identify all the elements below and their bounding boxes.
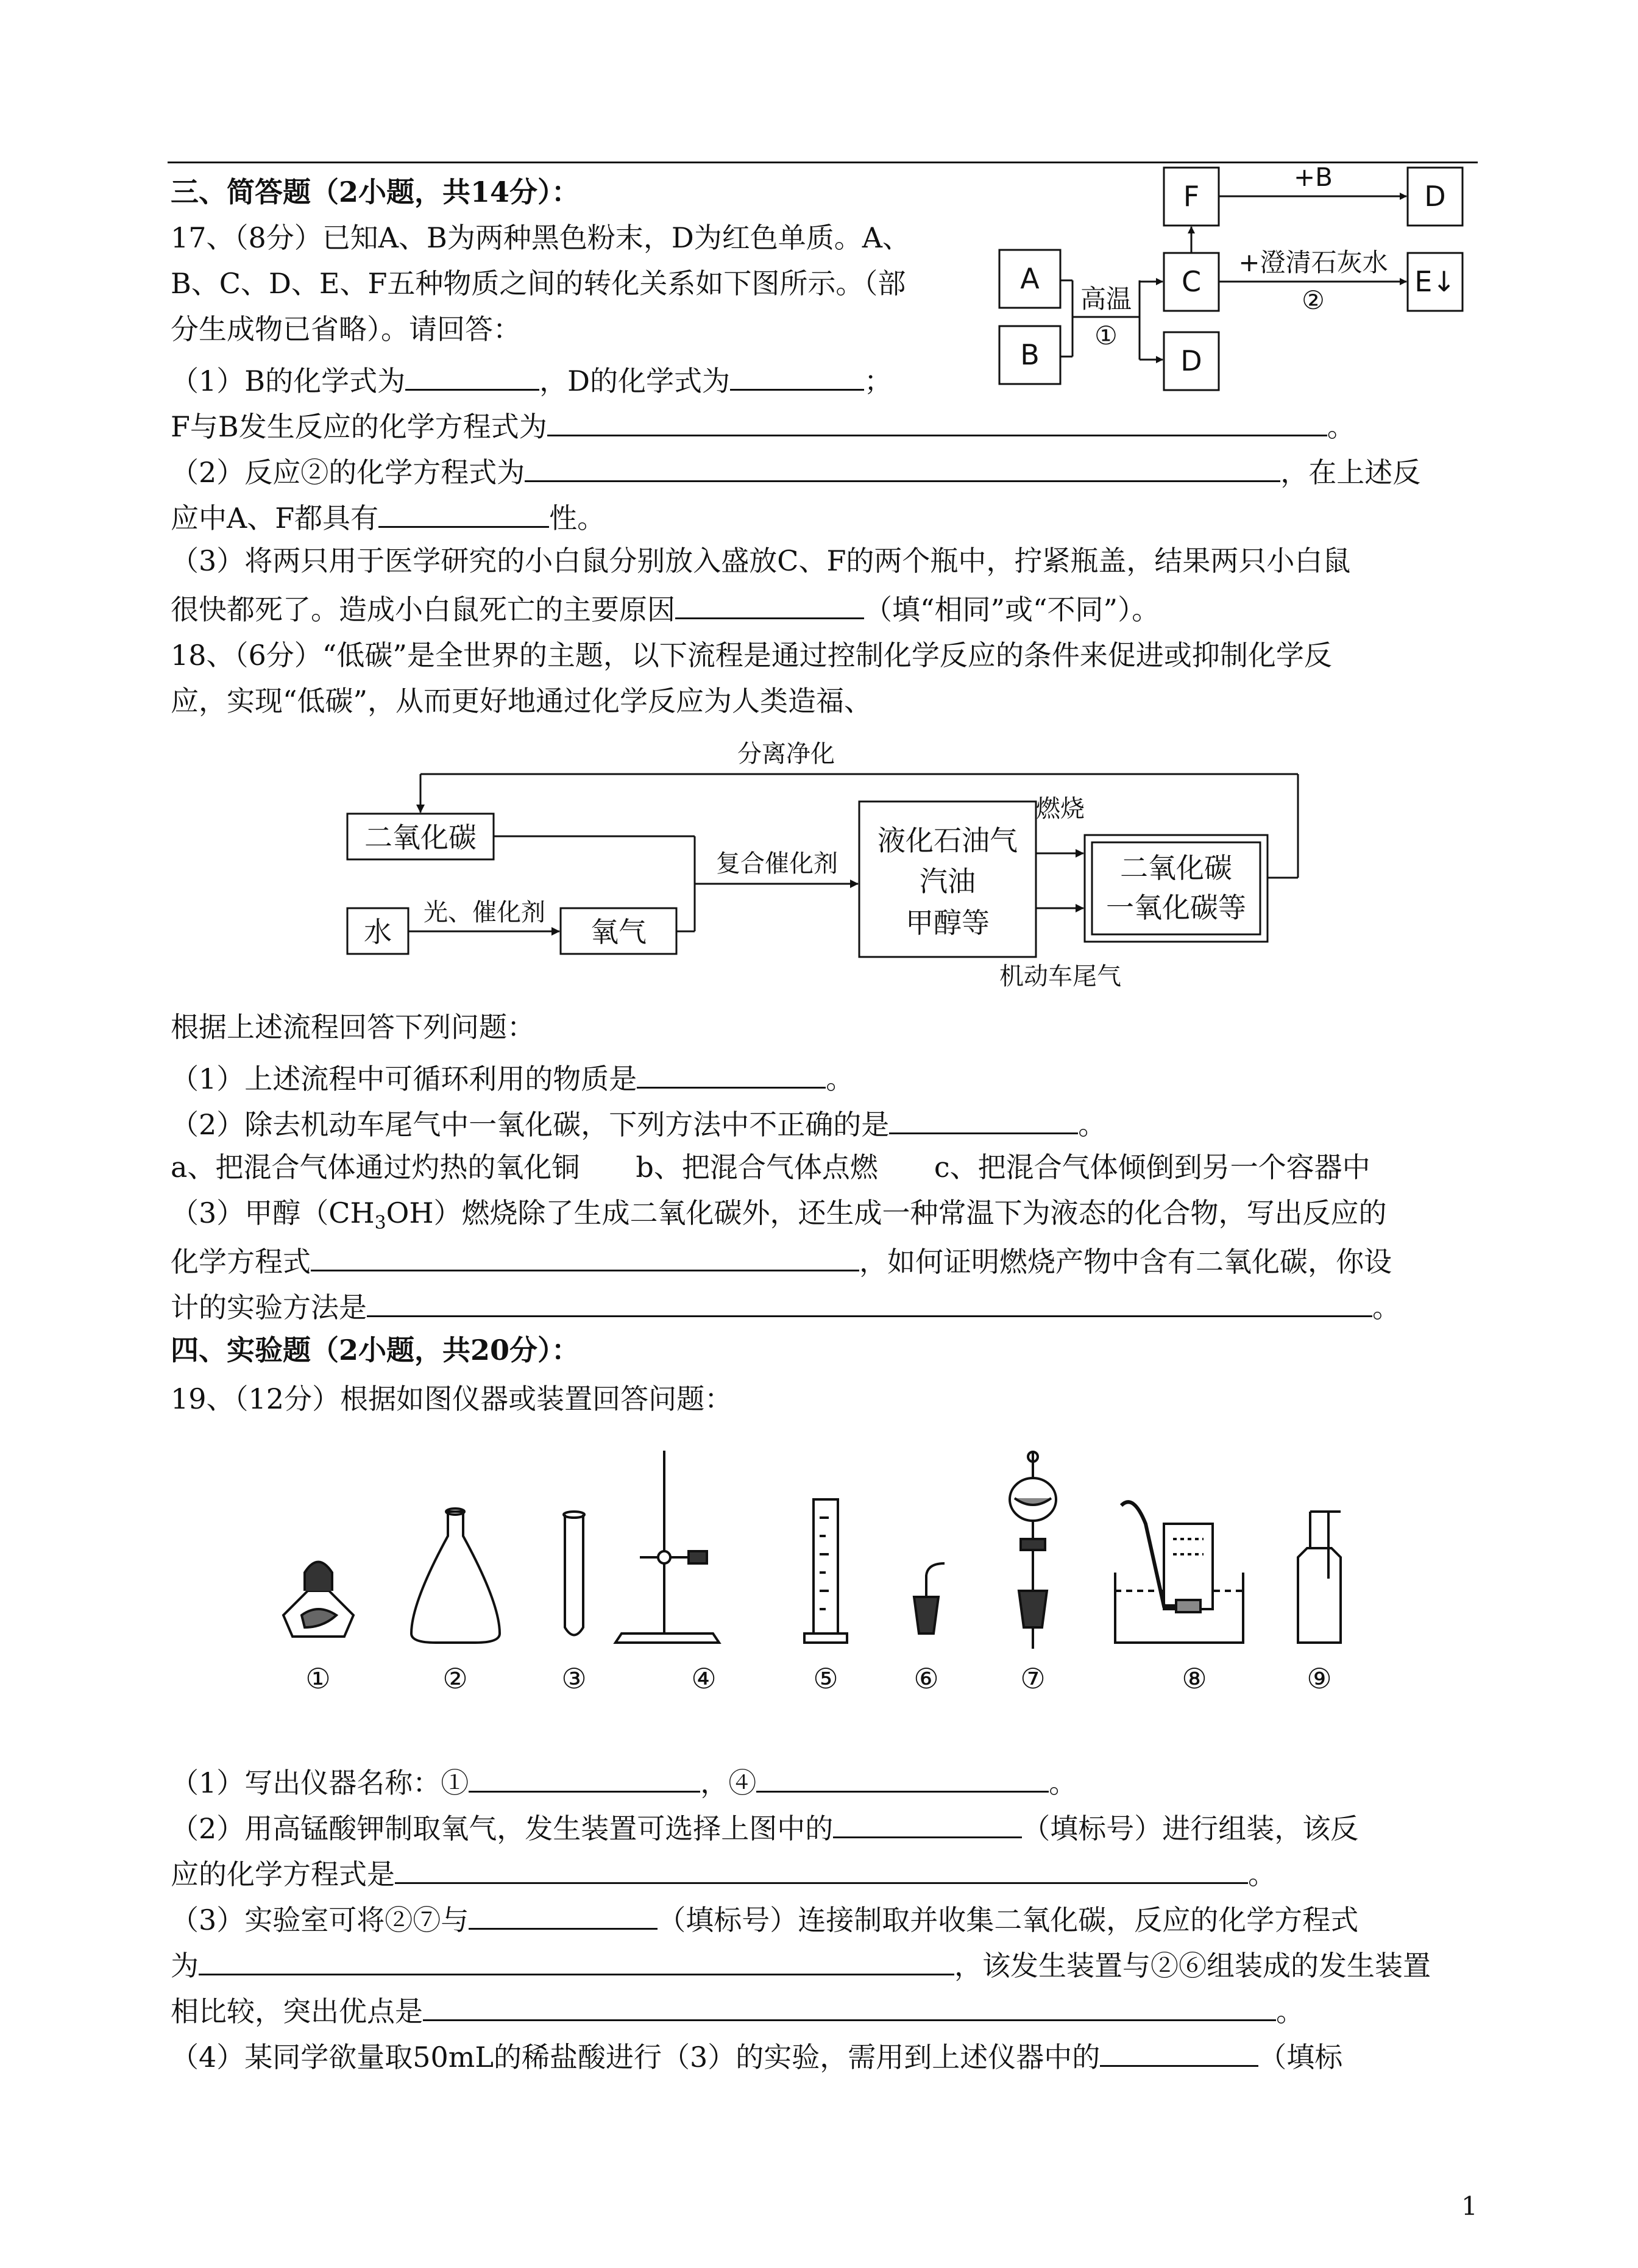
apparatus-label-6: ⑥ — [913, 1662, 939, 1695]
answer-blank-instrument-4[interactable] — [756, 1761, 1049, 1793]
q18-intro-1: 18、（6分）“低碳”是全世界的主题，以下流程是通过控制化学反应的条件来促进或抑制化学反 — [171, 639, 1332, 672]
label-limewater: +澄清石灰水 — [1238, 247, 1388, 277]
q19-p1-text-a: （1）写出仪器名称：① — [171, 1766, 469, 1799]
answer-blank-recycle[interactable] — [637, 1058, 826, 1089]
q18-p3-subscript: 3 — [374, 1212, 386, 1234]
q19-part2 — [171, 1807, 1358, 1847]
q17-reaction-diagram — [993, 162, 1475, 396]
q18-p3-text-b: OH）燃烧除了生成二氧化碳外，还生成一种常温下为液态的化合物，写出反应的 — [386, 1196, 1387, 1229]
q19-p2-text-d: 。 — [1248, 1858, 1276, 1891]
q19-p3-text-d: ，该发生装置与②⑥组装成的发生装置 — [954, 1949, 1431, 1982]
answer-blank-kmno4-equation[interactable] — [395, 1853, 1248, 1884]
apparatus-1-alcohol-lamp — [283, 1562, 353, 1637]
apparatus-3-test-tube — [564, 1512, 584, 1635]
flow-label-fuel-methanol: 甲醇等 — [906, 906, 990, 939]
q18-p1-text-a: （1）上述流程中可循环利用的物质是 — [171, 1062, 637, 1095]
q18-p3-text-c: 化学方程式 — [171, 1245, 311, 1278]
q19-part3 — [171, 1899, 1358, 1938]
apparatus-5-graduated-cylinder — [804, 1499, 847, 1643]
label-gaowen: 高温 — [1080, 284, 1132, 314]
answer-blank-co2-equation[interactable] — [199, 1944, 954, 1975]
q18-low-carbon-flow-diagram — [341, 731, 1316, 987]
apparatus-4-iron-stand — [615, 1451, 719, 1643]
q17-p2-text-d: 性。 — [549, 502, 606, 535]
q19-part2-equation — [171, 1853, 1276, 1893]
q19-p3-text-e: 相比较，突出优点是 — [171, 1995, 423, 2028]
q18-p2-text-b: 。 — [1078, 1108, 1107, 1141]
q19-intro: 19、（12分）根据如图仪器或装置回答问题： — [171, 1382, 733, 1415]
flow-label-oxygen: 氧气 — [590, 915, 647, 948]
apparatus-8-water-trough — [1115, 1502, 1243, 1643]
apparatus-6-stopper-tube — [914, 1563, 945, 1633]
q19-p3-text-a: （3）实验室可将②⑦与 — [171, 1904, 469, 1936]
label-a: A — [1020, 262, 1040, 295]
q18-p2-text-a: （2）除去机动车尾气中一氧化碳，下列方法中不正确的是 — [171, 1108, 890, 1141]
answer-blank-co2-apparatus[interactable] — [469, 1899, 658, 1930]
flow-label-exhaust: 机动车尾气 — [999, 962, 1121, 987]
q17-intro-1: 17、（8分）已知A、B为两种黑色粉末，D为红色单质。A、 — [171, 221, 910, 254]
q19-p1-text-c: 。 — [1049, 1766, 1077, 1799]
label-reaction-1: ① — [1094, 321, 1118, 350]
q19-p4-text-b: （填标 — [1258, 2041, 1343, 2074]
q18-part1 — [171, 1058, 854, 1097]
label-c: C — [1181, 265, 1202, 298]
answer-blank-measuring-instruments[interactable] — [1100, 2036, 1258, 2067]
q19-p3-text-b: （填标号）连接制取并收集二氧化碳，反应的化学方程式 — [658, 1904, 1359, 1936]
flow-label-water: 水 — [364, 915, 392, 948]
label-e: E↓ — [1414, 265, 1456, 298]
answer-blank-oxygen-apparatus[interactable] — [833, 1807, 1022, 1838]
q19-p3-text-c: 为 — [171, 1949, 199, 1982]
q17-part2 — [171, 451, 1420, 491]
apparatus-label-8: ⑧ — [1182, 1662, 1207, 1695]
apparatus-7-separatory-funnel — [1010, 1451, 1056, 1649]
q17-part1-equation — [171, 405, 1355, 445]
q18-part2 — [171, 1103, 1106, 1143]
q19-part3-advantage — [171, 1990, 1304, 2030]
q17-p2-text-a: （2）反应②的化学方程式为 — [171, 456, 525, 489]
label-d-top: D — [1424, 180, 1446, 213]
answer-blank-instrument-1[interactable] — [469, 1761, 700, 1793]
q19-p2-text-c: 应的化学方程式是 — [171, 1858, 395, 1891]
q18-p3-text-e: 计的实验方法是 — [171, 1291, 367, 1324]
answer-blank-incorrect-method[interactable] — [889, 1103, 1078, 1134]
q17-intro-2: B、C、D、E、F五种物质之间的转化关系如下图所示。（部 — [171, 267, 906, 300]
flow-label-product-co2: 二氧化碳 — [1120, 851, 1232, 884]
flow-label-burn: 燃烧 — [1036, 795, 1085, 823]
q17-p3-text-c: （填“相同”或“不同”）。 — [864, 593, 1160, 626]
q17-p1-text-c: ； — [863, 364, 892, 397]
label-b: B — [1020, 338, 1040, 371]
q17-part3-reason — [171, 588, 1160, 628]
answer-blank-property[interactable] — [378, 497, 549, 528]
q17-part2-property — [171, 497, 605, 536]
flow-label-fuel-gasoline: 汽油 — [920, 865, 976, 898]
apparatus-9-gas-bottle — [1298, 1512, 1341, 1643]
q17-p3-text-b: 很快都死了。造成小白鼠死亡的主要原因 — [171, 593, 675, 626]
q19-p2-text-a: （2）用高锰酸钾制取氧气，发生装置可选择上图中的 — [171, 1812, 834, 1845]
q17-p2-text-b: ，在上述反 — [1280, 456, 1421, 489]
q17-p2-text-c: 应中A、F都具有 — [171, 502, 379, 535]
apparatus-label-5: ⑤ — [813, 1662, 838, 1695]
answer-blank-advantage[interactable] — [423, 1990, 1276, 2021]
q19-part3-equation — [171, 1944, 1431, 1984]
q19-p2-text-b: （填标号）进行组装，该反 — [1022, 1812, 1359, 1845]
q19-p1-text-b: ，④ — [700, 1766, 757, 1799]
answer-blank-d-formula[interactable] — [730, 360, 864, 391]
q18-p1-text-b: 。 — [826, 1062, 854, 1095]
apparatus-2-conical-flask — [411, 1509, 500, 1643]
q18-part3-equation — [171, 1240, 1392, 1280]
answer-blank-methanol-equation[interactable] — [311, 1240, 859, 1271]
q18-p3-text-a: （3）甲醇（CH — [171, 1196, 375, 1229]
apparatus-label-9: ⑨ — [1306, 1662, 1332, 1695]
flow-label-product-co: 一氧化碳等 — [1106, 891, 1246, 924]
flow-label-light-catalyst: 光、催化剂 — [424, 898, 545, 926]
q18-p3-text-f: 。 — [1372, 1291, 1400, 1324]
flow-label-fuel-lpg: 液化石油气 — [878, 824, 1018, 857]
q18-part3 — [171, 1195, 1387, 1242]
section3-title: 三、简答题（2小题，共14分）： — [171, 176, 580, 208]
label-reaction-2: ② — [1302, 285, 1325, 315]
apparatus-label-4: ④ — [691, 1662, 717, 1695]
flow-label-co2: 二氧化碳 — [364, 821, 477, 854]
q17-part1 — [171, 360, 892, 399]
q18-p3-text-d: ，如何证明燃烧产物中含有二氧化碳，你设 — [859, 1245, 1392, 1278]
q18-options: a、把混合气体通过灼热的氧化铜 b、把混合气体点燃 c、把混合气体倾倒到另一个容器中 — [171, 1151, 1370, 1184]
q18-lead: 根据上述流程回答下列问题： — [171, 1011, 535, 1043]
section4-title: 四、实验题（2小题，共20分）： — [171, 1334, 580, 1367]
flow-label-composite-catalyst: 复合催化剂 — [716, 850, 838, 878]
label-f: F — [1183, 180, 1200, 213]
q17-intro-3: 分生成物已省略）。请回答： — [171, 313, 521, 346]
q17-part3: （3）将两只用于医学研究的小白鼠分别放入盛放C、F的两个瓶中，拧紧瓶盖，结果两只小白鼠 — [171, 544, 1351, 577]
q19-p4-text-a: （4）某同学欲量取50mL的稀盐酸进行（3）的实验，需用到上述仪器中的 — [171, 2041, 1101, 2074]
apparatus-label-2: ② — [442, 1662, 468, 1695]
q19-part4 — [171, 2036, 1342, 2075]
q17-p1-text-d: F与B发生反应的化学方程式为 — [171, 410, 547, 443]
q17-p1-text-a: （1）B的化学式为 — [171, 364, 406, 397]
answer-blank-experiment-method[interactable] — [367, 1286, 1372, 1317]
answer-blank-reaction2-equation[interactable] — [525, 451, 1280, 482]
q19-p3-text-f: 。 — [1276, 1995, 1304, 2028]
q19-apparatus-figure — [268, 1432, 1395, 1737]
answer-blank-reason[interactable] — [675, 588, 864, 619]
label-plus-b: +B — [1293, 162, 1333, 192]
q18-intro-2: 应，实现“低碳”，从而更好地通过化学反应为人类造福、 — [171, 684, 873, 717]
apparatus-label-3: ③ — [561, 1662, 587, 1695]
q17-p1-text-e: 。 — [1327, 410, 1355, 443]
label-d-bottom: D — [1180, 344, 1202, 377]
q19-part1 — [171, 1761, 1077, 1801]
q17-p1-text-b: ，D的化学式为 — [539, 364, 730, 397]
answer-blank-b-formula[interactable] — [405, 360, 539, 391]
q18-part3-method — [171, 1286, 1400, 1326]
apparatus-label-7: ⑦ — [1020, 1662, 1046, 1695]
page-number: 1 — [1461, 2191, 1478, 2221]
apparatus-label-1: ① — [305, 1662, 331, 1695]
answer-blank-fb-equation[interactable] — [547, 405, 1327, 436]
flow-label-separate: 分离净化 — [737, 740, 835, 768]
